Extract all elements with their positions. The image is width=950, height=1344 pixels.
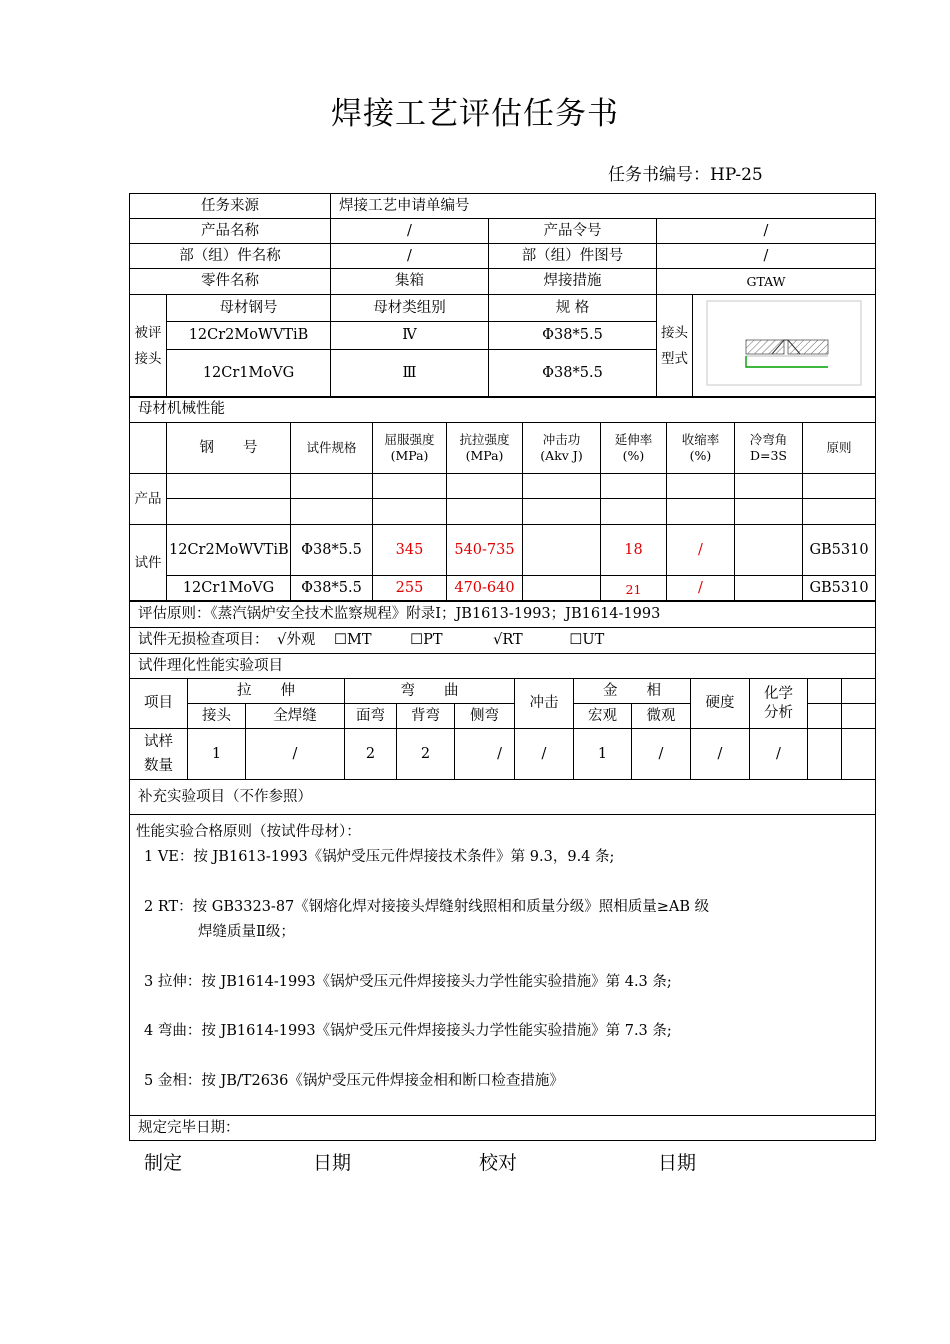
date-label-1: 日期: [313, 1152, 352, 1174]
mech-spec-header: 试件规格: [291, 423, 373, 474]
document-number: 任务书编号：HP-25: [608, 165, 763, 185]
physchem-metallo-micro: 微观: [632, 704, 691, 729]
criteria-label: 性能实验合格原则（按试件母材）：: [136, 824, 361, 840]
mechanical-table: [129, 396, 876, 601]
base-group-header: 母材类组别: [331, 295, 489, 322]
ndt-label: 试件无损检查项目：: [138, 632, 269, 649]
checked-by-label: 校对: [479, 1152, 518, 1174]
specimen-impact-1: [523, 525, 601, 576]
qty-impact: /: [515, 729, 574, 780]
qty-chem: /: [750, 729, 808, 780]
joint-side-label: 被评接头: [130, 295, 167, 398]
mech-impact-header: 冲击功 (Akv J): [523, 423, 601, 474]
qty-metallo-micro: /: [632, 729, 691, 780]
qty-bend-side: /: [455, 729, 515, 780]
physchem-impact-header: 冲击: [515, 679, 574, 729]
base-steel-1: 12Cr2MoWVTiB: [167, 322, 331, 350]
task-source-label: 任务来源: [130, 194, 331, 219]
joint-type-label: 接头型式: [657, 295, 693, 398]
mech-steel-header: 钢 号: [167, 423, 291, 474]
base-group-1: Ⅳ: [331, 322, 489, 350]
specimen-standard-2: GB5310: [803, 576, 876, 601]
ndt-ut: ☐UT: [569, 632, 605, 649]
ndt-rt: √RT: [493, 632, 523, 649]
supplementary-tests: 补充实验项目（不作参照）: [130, 780, 876, 815]
mech-standard-header: 原则: [803, 423, 876, 474]
date-label-2: 日期: [658, 1152, 697, 1174]
physchem-qty-label: 试样 数量: [130, 729, 188, 780]
physchem-bend-header: 弯 曲: [345, 679, 515, 704]
specimen-standard-1: GB5310: [803, 525, 876, 576]
ndt-visual: √外观: [277, 632, 316, 649]
specimen-elong-1: 18: [601, 525, 667, 576]
specimen-tensile-2: 470-640: [447, 576, 523, 601]
physchem-section-label: 试件理化性能实验项目: [130, 654, 876, 679]
physchem-metallo-header: 金 相: [574, 679, 691, 704]
criteria-item-4: 4 弯曲：按 JB1614-1993《锅炉受压元件焊接接头力学性能实验措施》第 7.3 条;: [144, 1023, 672, 1039]
component-drawing-label: 部（组）件图号: [489, 244, 657, 269]
ndt-pt: ☐PT: [410, 632, 443, 649]
qty-hardness: /: [691, 729, 750, 780]
base-spec-2: Φ38*5.5: [489, 350, 657, 398]
specimen-elong-2: 21: [601, 576, 667, 601]
ndt-items-row: [130, 628, 876, 654]
specimen-reduction-2: /: [667, 576, 735, 601]
joint-sketch-cell: [693, 295, 876, 398]
mech-bend-header: 冷弯角 D=3S: [735, 423, 803, 474]
criteria-item-5: 5 金相：按 JB/T2636《锅炉受压元件焊接金相和断口检查措施》: [144, 1073, 564, 1089]
mech-corner: [130, 423, 167, 474]
base-steel-2: 12Cr1MoVG: [167, 350, 331, 398]
made-by-label: 制定: [144, 1152, 183, 1174]
specimen-steel-1: 12Cr2MoWVTiB: [167, 525, 291, 576]
specimen-bend-1: [735, 525, 803, 576]
criteria-item-3: 3 拉伸：按 JB1614-1993《锅炉受压元件焊接接头力学性能实验措施》第 4.3 条;: [144, 974, 672, 990]
base-steel-header: 母材钢号: [167, 295, 331, 322]
specimen-row-label: 试件: [130, 525, 167, 601]
component-drawing-value: /: [657, 244, 876, 269]
part-name-value: 集箱: [331, 269, 489, 295]
qty-tensile-joint: 1: [188, 729, 246, 780]
criteria-item-1: 1 VE：按 JB1613-1993《锅炉受压元件焊接技术条件》第 9.3，9.4 条;: [144, 849, 615, 865]
product-order-label: 产品令号: [489, 219, 657, 244]
physchem-tensile-header: 拉 伸: [188, 679, 345, 704]
physchem-bend-face: 面弯: [345, 704, 397, 729]
part-name-label: 零件名称: [130, 269, 331, 295]
specimen-spec-2: Φ38*5.5: [291, 576, 373, 601]
physchem-bend-side: 侧弯: [455, 704, 515, 729]
physchem-bend-back: 背弯: [397, 704, 455, 729]
specimen-yield-2: 255: [373, 576, 447, 601]
criteria-item-2: 2 RT：按 GB3323-87《钢熔化焊对接接头焊缝射线照相和质量分级》照相质量≥AB 级: [144, 899, 710, 915]
specimen-impact-2: [523, 576, 601, 601]
joint-groove-sketch: [704, 298, 864, 388]
component-name-label: 部（组）件名称: [130, 244, 331, 269]
mech-section-label: 母材机械性能: [130, 397, 876, 423]
product-name-value: /: [331, 219, 489, 244]
product-row-label: 产品: [130, 474, 167, 525]
base-spec-header: 规 格: [489, 295, 657, 322]
mech-yield-header: 屈服强度 (MPa): [373, 423, 447, 474]
physchem-tensile-weld: 全焊缝: [246, 704, 345, 729]
mech-elong-header: 延伸率 (%): [601, 423, 667, 474]
welding-method-label: 焊接措施: [489, 269, 657, 295]
physchem-metallo-macro: 宏观: [574, 704, 632, 729]
qty-bend-back: 2: [397, 729, 455, 780]
wps-request-label: 焊接工艺申请单编号: [331, 194, 876, 219]
specimen-yield-1: 345: [373, 525, 447, 576]
physchem-chem-header: 化学 分析: [750, 679, 808, 729]
product-name-label: 产品名称: [130, 219, 331, 244]
specimen-tensile-1: 540-735: [447, 525, 523, 576]
mech-reduction-header: 收缩率 (%): [667, 423, 735, 474]
product-order-value: /: [657, 219, 876, 244]
evaluation-standard: 评估原则：《蒸汽锅炉安全技术监察规程》附录Ⅰ；JB1613-1993；JB1614-1993: [130, 602, 876, 628]
physchem-hardness-header: 硬度: [691, 679, 750, 729]
specimen-steel-2: 12Cr1MoVG: [167, 576, 291, 601]
specimen-spec-1: Φ38*5.5: [291, 525, 373, 576]
mech-tensile-header: 抗拉强度 (MPa): [447, 423, 523, 474]
welding-method-value: GTAW: [657, 269, 876, 295]
qty-metallo-macro: 1: [574, 729, 632, 780]
document-title: 焊接工艺评估任务书: [331, 96, 619, 132]
specimen-reduction-1: /: [667, 525, 735, 576]
info-table: [129, 193, 876, 398]
criteria-item-2-cont: 焊缝质量Ⅱ级；: [198, 924, 295, 940]
physchem-tensile-joint: 接头: [188, 704, 246, 729]
component-name-value: /: [331, 244, 489, 269]
base-group-2: Ⅲ: [331, 350, 489, 398]
tests-table: [129, 601, 876, 1141]
qty-bend-face: 2: [345, 729, 397, 780]
specimen-bend-2: [735, 576, 803, 601]
ndt-mt: ☐MT: [333, 632, 372, 649]
base-spec-1: Φ38*5.5: [489, 322, 657, 350]
physchem-item-label: 项目: [130, 679, 188, 729]
qty-tensile-weld: /: [246, 729, 345, 780]
completion-date-label: 规定完毕日期：: [130, 1116, 876, 1141]
